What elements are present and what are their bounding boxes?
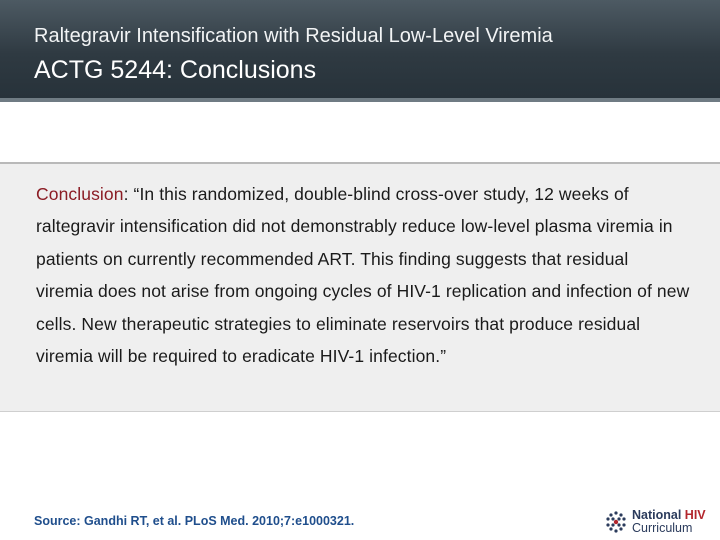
dotted-globe-icon — [604, 510, 628, 534]
logo-wordmark — [632, 509, 706, 535]
conclusion-panel — [0, 162, 720, 412]
source-citation: Source: Gandhi RT, et al. PLoS Med. 2010;7:e1000321. — [34, 514, 355, 528]
slide-title: ACTG 5244: Conclusions — [34, 56, 317, 84]
conclusion-paragraph — [36, 178, 690, 372]
national-hiv-curriculum-logo — [604, 507, 716, 537]
header-divider — [0, 98, 720, 102]
conclusion-quote: “In this randomized, double-blind cross-over study, 12 weeks of raltegravir intensification did not demonstrably reduce low-level plasma viremia in patients on currently recommended ART. This finding suggests that residual viremia does not arise from ongoing cycles of HIV-1 replication and infection of new cells. New therapeutic strategies to eliminate reservoirs that produce residual viremia will be required to eradicate HIV-1 infection.” — [36, 184, 690, 367]
logo-curriculum: Curriculum — [632, 521, 693, 535]
logo-hiv: HIV — [684, 508, 706, 522]
conclusion-label: Conclusion — [36, 184, 124, 204]
slide-header — [0, 0, 720, 98]
logo-national: National — [632, 508, 685, 522]
conclusion-separator: : — [123, 184, 134, 204]
slide-subtitle: Raltegravir Intensification with Residual Low-Level Viremia — [34, 25, 553, 47]
